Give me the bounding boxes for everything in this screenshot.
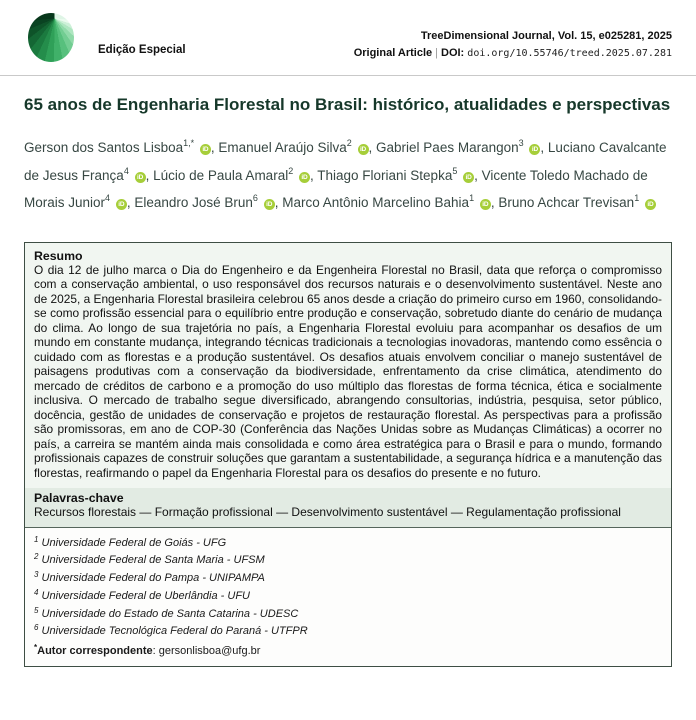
article-type-label: Original Article: [353, 47, 433, 59]
orcid-icon[interactable]: iD: [645, 199, 656, 210]
keywords-heading: Palavras-chave: [34, 491, 124, 505]
author-name: Emanuel Araújo Silva: [218, 140, 347, 155]
corresponding-marker: *: [34, 643, 38, 653]
author: [317, 165, 474, 183]
authors-list: Gerson dos Santos Lisboa$^{1,*}$ iD , Emanuel Araújo Silva$^2$ iD , Gabriel Paes Marangon$^3$ iD , Luciano Cavalcante de Jesus França$^4$ iD , Lúcio de Paula Amaral$^2$ iD , Thiago Floriani Stepka$^5$ iD , Vicente Toledo Machado de Morais Junior$^4$ iD , Eleandro José Brun$^6$ iD , Marco Antônio Marcelino Bahia$^1$ iD , Bruno Achcar Trevisan$^1$ iD: [24, 138, 667, 210]
orcid-icon[interactable]: iD: [358, 144, 369, 155]
author: [24, 140, 211, 155]
orcid-icon[interactable]: iD: [299, 172, 310, 183]
author: [218, 140, 368, 155]
corresponding-email[interactable]: gersonlisboa@ufg.br: [158, 645, 261, 658]
affiliation-number: 5: [34, 605, 39, 615]
author-affiliation-sup: 2: [346, 138, 352, 148]
article-type-doi-line: [354, 45, 672, 62]
pipe-separator: |: [435, 47, 438, 59]
keywords-text: Recursos florestais — Formação profissional — Desenvolvimento sustentável — Regulamentação profissional: [34, 505, 621, 519]
doi-label: DOI:: [441, 47, 465, 59]
abstract-text: O dia 12 de julho marca o Dia do Engenheiro e da Engenheira Florestal no Brasil, data que reforça o compromisso com a conservação ambiental, o uso responsável dos recursos naturais e o desenvolvimento sustentável. Neste ano de 2025, a Engenharia Florestal brasileira celebrou 65 anos desde a criação do primeiro curso em 1960, consolidando-se como profissão essencial para o equilíbrio entre produção e conservação, sobretudo diante do cenário de mudança do clima. Ao longo de sua trajetória no país, a Engenharia Florestal evoluiu para acompanhar os desafios de um mundo em constante mudança, integrando técnicas tradicionais a tecnologias inovadoras, mantendo como essência o cuidado com as florestas e a produção sustentável. Os desafios atuais envolvem conciliar o manejo sustentável de paisagens produtivas com a conservação da biodiversidade, enfrentamento da crise climática, atendimento do mercado de créditos de carbono e a promoção do uso múltiplo das florestas de forma técnica, ética e socialmente inclusiva. O mercado de trabalho segue diversificado, abrangendo consultorias, indústria, pesquisa, setor público, docência, gestão de unidades de conservação e projetos de restauração florestal. As perspectivas para a profissão são promissoras, em ano de COP-30 (Conferência das Nações Unidas sobre as Mudanças Climáticas) a ocorrer no país, a carreira se mantém ainda mais consolidada e como área estratégica para o Brasil e para o mundo, formando profissionais capazes de construir soluções que garantam a sustentabilidade, a segurança hídrica e a manutenção das florestas, reafirmando o papel da Engenharia Florestal para os desafios do presente e no futuro.: [34, 262, 662, 480]
author-name: Gabriel Paes Marangon: [376, 140, 519, 155]
abstract-section: [25, 243, 671, 489]
author-name: Lúcio de Paula Amaral: [153, 167, 289, 183]
author-affiliation-sup: 4: [105, 193, 111, 203]
author: [153, 165, 310, 183]
affiliation-item: [34, 621, 662, 639]
author-name: Vicente Toledo Machado de Morais Junior: [24, 167, 648, 210]
journal-header: [0, 0, 696, 75]
author-affiliation-sup: 6: [252, 193, 258, 203]
header-divider: [0, 75, 696, 76]
affiliation-number: 3: [34, 570, 39, 580]
author-name: Bruno Achcar Trevisan: [498, 195, 635, 210]
affiliations-list: [34, 533, 662, 640]
orcid-icon[interactable]: iD: [264, 199, 275, 210]
affiliation-name: Universidade Tecnológica Federal do Paraná - UTFPR: [38, 625, 308, 638]
author: [498, 195, 656, 210]
journal-citation: TreeDimensional Journal, Vol. 15, e025281, 2025: [420, 30, 672, 42]
affiliation-number: 1: [34, 534, 39, 544]
doi-link[interactable]: doi.org/10.55746/treed.2025.07.281: [467, 48, 672, 59]
author-name: Marco Antônio Marcelino Bahia: [282, 195, 470, 210]
affiliation-item: [34, 568, 662, 586]
abstract-box: [24, 242, 672, 668]
author-name: Luciano Cavalcante de Jesus França: [24, 140, 667, 183]
affiliation-number: 2: [34, 552, 39, 562]
orcid-icon[interactable]: iD: [529, 144, 540, 155]
orcid-icon[interactable]: iD: [480, 199, 491, 210]
affiliation-item: [34, 586, 662, 604]
article-title: 65 anos de Engenharia Florestal no Brasil: histórico, atualidades e perspectivas: [24, 95, 671, 114]
affiliation-item: [34, 550, 662, 568]
affiliation-number: 6: [34, 623, 39, 633]
author-affiliation-sup: 1,*: [183, 138, 195, 148]
author-name: Gerson dos Santos Lisboa: [24, 140, 184, 155]
author-name: Eleandro José Brun: [134, 195, 253, 210]
keywords-band: [25, 488, 671, 528]
orcid-icon[interactable]: iD: [116, 199, 127, 210]
affiliation-name: Universidade Federal do Pampa - UNIPAMPA: [38, 572, 265, 585]
affiliation-name: Universidade do Estado de Santa Catarina - UDESC: [38, 607, 299, 620]
author: [134, 195, 274, 210]
edition-label: Edição Especial: [98, 44, 186, 56]
author-affiliation-sup: 3: [518, 138, 524, 148]
journal-logo-cone-icon: [28, 13, 74, 62]
corresponding-label: Autor correspondente: [37, 645, 153, 658]
author-affiliation-sup: 2: [288, 165, 294, 176]
journal-brand: [28, 13, 186, 62]
affiliation-item: [34, 604, 662, 622]
author-affiliation-sup: 4: [123, 165, 129, 176]
orcid-icon[interactable]: iD: [200, 144, 211, 155]
journal-meta: [354, 13, 672, 62]
affiliation-name: Universidade Federal de Santa Maria - UFSM: [38, 554, 265, 567]
author: [282, 195, 491, 210]
author-name: Thiago Floriani Stepka: [317, 167, 453, 183]
corresponding-separator: :: [152, 645, 159, 658]
affiliations-section: [25, 528, 671, 667]
affiliation-name: Universidade Federal de Goiás - UFG: [38, 536, 227, 549]
affiliation-number: 4: [34, 587, 39, 597]
author-affiliation-sup: 1: [634, 193, 640, 203]
orcid-icon[interactable]: iD: [135, 172, 146, 183]
affiliation-name: Universidade Federal de Uberlândia - UFU: [38, 589, 250, 602]
author: [376, 140, 540, 155]
orcid-icon[interactable]: iD: [463, 172, 474, 183]
affiliation-item: [34, 533, 662, 551]
abstract-heading: Resumo: [34, 248, 83, 263]
author-affiliation-sup: 5: [452, 165, 458, 176]
author-affiliation-sup: 1: [469, 193, 475, 203]
corresponding-author-line: [34, 640, 662, 659]
